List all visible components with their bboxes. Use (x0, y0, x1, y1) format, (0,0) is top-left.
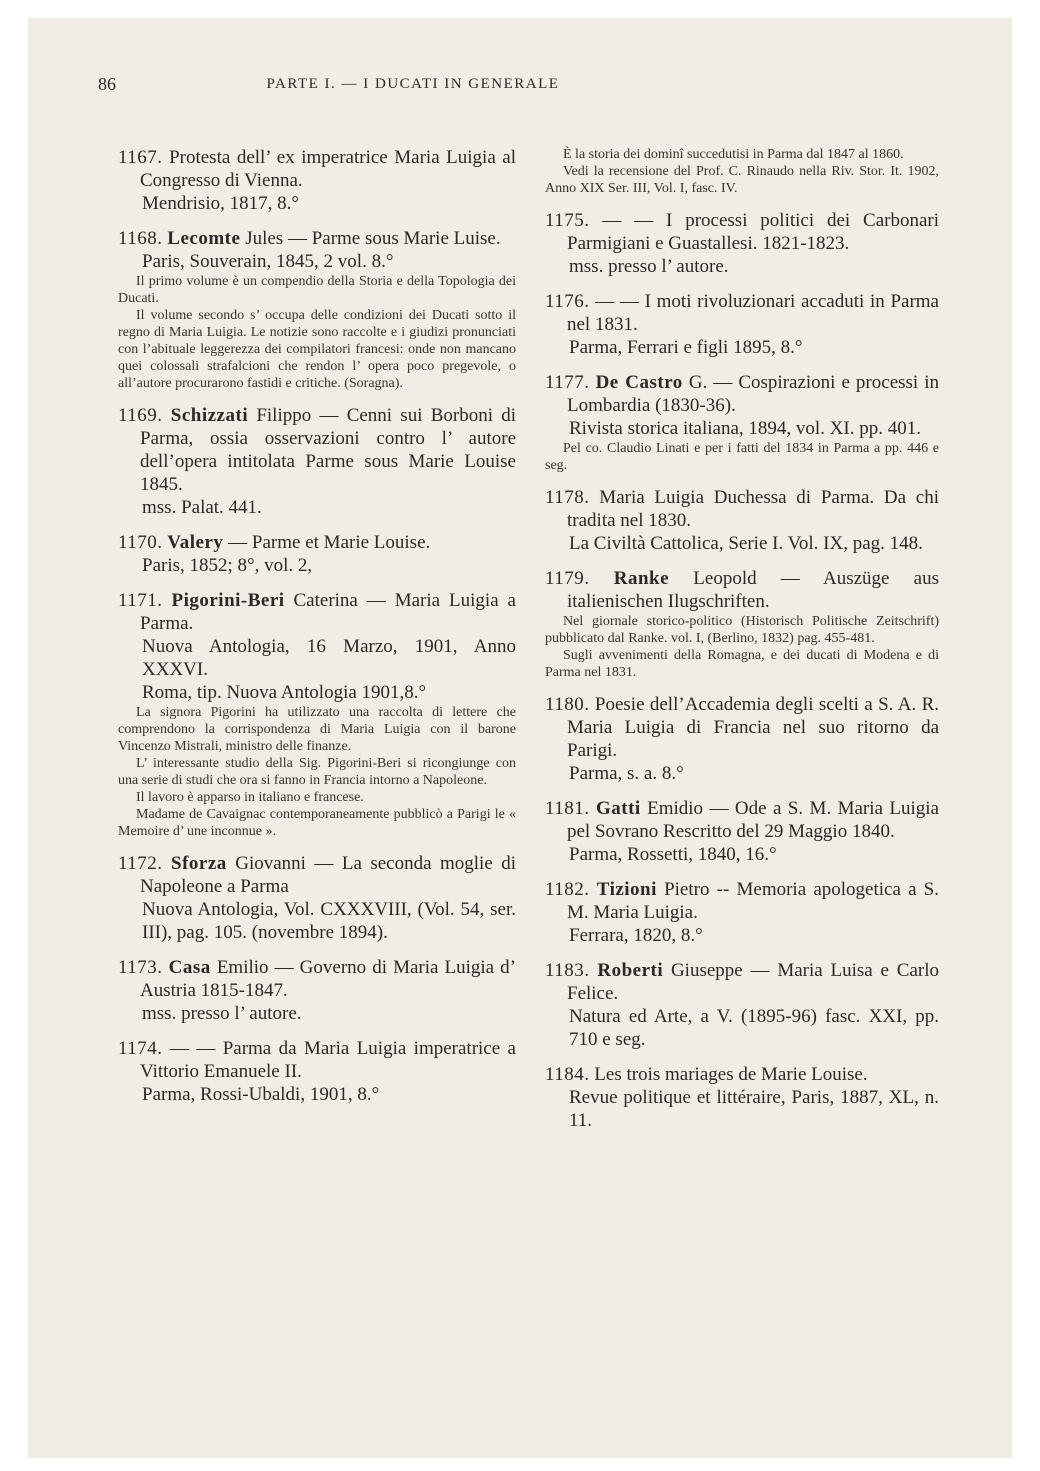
entry-title: Giuseppe — Maria Luisa e Carlo Felice. (567, 960, 940, 1004)
entry-title-line (545, 797, 939, 843)
entry-imprint: Parma, Ferrari e figli 1895, 8.° (569, 337, 803, 358)
note-paragraph: È la storia dei dominî succedutisi in Parma dal 1847 al 1860. (563, 147, 904, 162)
bib-entry (545, 797, 939, 866)
entry-imprint: Roma, tip. Nuova Antologia 1901,8.° (142, 682, 427, 703)
entry-title-line (118, 531, 516, 554)
bib-entry (545, 959, 939, 1051)
entry-note: L’ interessante studio della Sig. Pigorini-Beri si ricongiunge con una serie di studi che ora si fanno in Francia intorno a Napoleone. (118, 756, 516, 788)
entry-title-line (118, 852, 516, 898)
entry-note: La signora Pigorini ha utilizzato una raccolta di lettere che comprendono la corrispondenza di Maria Luigia con il barone Vincenzo Mistrali, ministro delle finanze. (118, 705, 516, 754)
entry-author: Sforza (171, 853, 227, 874)
page-number: 86 (98, 74, 116, 94)
note-paragraph: Vedi la recensione del Prof. C. Rinaudo nella Riv. Stor. It. 1902, Anno XIX Ser. III, Vol. I, fasc. IV. (545, 164, 939, 196)
bib-entry (118, 531, 516, 577)
entry-imprint: Natura ed Arte, a V. (1895-96) fasc. XXI, pp. 710 e seg. (569, 1006, 939, 1050)
entry-imprint: Parma, s. a. 8.° (569, 763, 684, 784)
right-column (545, 146, 939, 1144)
entry-number: 1181. (545, 798, 590, 819)
entry-imprint: Paris, Souverain, 1845, 2 vol. 8.° (142, 251, 394, 272)
running-head: PARTE I. — I DUCATI IN GENERALE (266, 76, 560, 92)
entry-note: Madame de Cavaignac contemporaneamente pubblicò a Parigi le « Memoire d’ une inconnue ». (118, 807, 516, 839)
entry-imprint: Rivista storica italiana, 1894, vol. XI. pp. 401. (569, 418, 921, 439)
entry-title-line (545, 209, 939, 255)
entry-imprint: Revue politique et littéraire, Paris, 1887, XL, n. 11. (569, 1087, 939, 1131)
bib-entry (118, 956, 516, 1025)
entry-imprint: Ferrara, 1820, 8.° (569, 925, 703, 946)
entry-number: 1183. (545, 960, 590, 981)
entry-number: 1179. (545, 568, 590, 589)
entry-imprint: Parma, Rossi-Ubaldi, 1901, 8.° (142, 1084, 380, 1105)
entry-author: Casa (168, 957, 211, 978)
entry-title-line (545, 486, 939, 532)
entry-title-line (545, 878, 939, 924)
entry-imprint: Nuova Antologia, 16 Marzo, 1901, Anno XXXVI. (142, 636, 516, 680)
entry-imprint: La Civiltà Cattolica, Serie I. Vol. IX, pag. 148. (569, 533, 923, 554)
entry-title-line (545, 959, 939, 1005)
entry-title: Emilio — Governo di Maria Luigia d’ Austria 1815-1847. (140, 957, 516, 1001)
bib-entry (118, 404, 516, 519)
entry-note: Sugli avvenimenti della Romagna, e dei ducati di Modena e di Parma nel 1831. (545, 648, 939, 680)
bib-entry (118, 1037, 516, 1106)
entry-number: 1175. (545, 210, 590, 231)
entry-imprint: mss. presso l’ autore. (569, 256, 729, 277)
entry-author: Schizzati (170, 405, 249, 426)
entry-imprint: Nuova Antologia, Vol. CXXXVIII, (Vol. 54, ser. III), pag. 105. (novembre 1894). (142, 899, 516, 943)
entry-number: 1171. (118, 590, 163, 611)
entry-title: Maria Luigia Duchessa di Parma. Da chi tradita nel 1830. (567, 487, 939, 531)
entry-title-line (545, 1063, 939, 1086)
entry-title-line (118, 1037, 516, 1083)
entry-number: 1180. (545, 694, 590, 715)
entry-number: 1173. (118, 957, 163, 978)
entry-imprint: Paris, 1852; 8°, vol. 2, (142, 555, 313, 576)
entry-title: Filippo — Cenni sui Borboni di Parma, ossia osservazioni contro l’ autore dell’opera intitolata Parme sous Marie Louise 1845. (140, 405, 516, 495)
entry-number: 1172. (118, 853, 163, 874)
entry-title: Giovanni — La seconda moglie di Napoleone a Parma (140, 853, 517, 897)
entry-author: Ranke (613, 568, 670, 589)
entry-note: Nel giornale storico-politico (Historisch Politische Zeitschrift) pubblicato dal Ranke. vol. I, (Berlino, 1832) pag. 455-481. (545, 614, 939, 646)
entry-title: Jules — Parme sous Marie Luise. (240, 228, 501, 249)
bib-entry (118, 852, 516, 944)
bib-entry (545, 371, 939, 474)
entry-title: Poesie dell’Accademia degli scelti a S. A. R. Maria Luigia di Francia nel suo ritorno da Parigi. (567, 694, 939, 761)
bib-entry (545, 878, 939, 947)
entry-title: Pietro -- Memoria apologetica a S. M. Maria Luigia. (567, 879, 939, 923)
entry-number: 1176. (545, 291, 590, 312)
entry-title: — — I processi politici dei Carbonari Parmigiani e Guastallesi. 1821-1823. (567, 210, 939, 254)
entry-note: Il volume secondo s’ occupa delle condizioni dei Ducati sotto il regno di Maria Luigia. Le notizie sono raccolte e i giudizi pronunciati con l’abituale leggerezza dei compilatori francesi: onde non mancano quei colossali strafalcioni che rendon l’ opera poco pregevole, o all’autore procurarono fastidi e critiche. (Soragna). (118, 308, 516, 391)
entry-author: Tizioni (596, 879, 657, 900)
entry-number: 1167. (118, 147, 163, 168)
entry-note: Il primo volume è un compendio della Storia e della Topologia dei Ducati. (118, 274, 516, 306)
entry-imprint: mss. Palat. 441. (142, 497, 262, 518)
entry-title: — — Parma da Maria Luigia imperatrice a Vittorio Emanuele II. (140, 1038, 516, 1082)
entry-author: Lecomte (167, 228, 241, 249)
entry-note: Pel co. Claudio Linati e per i fatti del 1834 in Parma a pp. 446 e seg. (545, 441, 939, 473)
entry-author: Gatti (595, 798, 641, 819)
bib-entry (545, 209, 939, 278)
entry-title: — Parme et Marie Louise. (223, 532, 431, 553)
entry-imprint: Mendrisio, 1817, 8.° (142, 193, 299, 214)
entry-title-line (118, 589, 516, 635)
bib-entry (545, 567, 939, 681)
entry-title: Les trois mariages de Marie Louise. (589, 1064, 868, 1085)
bib-entry (118, 589, 516, 840)
entry-title: — — I moti rivoluzionari accaduti in Parma nel 1831. (567, 291, 939, 335)
entry-title-line (118, 146, 516, 192)
entry-title: Caterina — Maria Luigia a Parma. (140, 590, 516, 634)
entry-title: Emidio — Ode a S. M. Maria Luigia pel Sovrano Rescritto del 29 Maggio 1840. (567, 798, 939, 842)
bib-entry (545, 290, 939, 359)
bib-entry (118, 227, 516, 392)
entry-title: Protesta dell’ ex imperatrice Maria Luigia al Congresso di Vienna. (140, 147, 516, 191)
entry-number: 1174. (118, 1038, 163, 1059)
entry-number: 1170. (118, 532, 163, 553)
entry-title: Leopold — Auszüge aus italienischen Ilugschriften. (567, 568, 940, 612)
entry-title-line (118, 404, 516, 496)
bib-entry (545, 1063, 939, 1132)
entry-author: De Castro (595, 372, 683, 393)
entry-title-line (118, 956, 516, 1002)
left-column (118, 146, 516, 1118)
entry-number: 1169. (118, 405, 163, 426)
continued-note (545, 146, 939, 197)
entry-number: 1182. (545, 879, 590, 900)
entry-title-line (545, 290, 939, 336)
entry-title-line (545, 567, 939, 613)
bib-entry (118, 146, 516, 215)
entry-imprint: Parma, Rossetti, 1840, 16.° (569, 844, 777, 865)
entry-title-line (118, 227, 516, 250)
entry-title-line (545, 693, 939, 762)
entry-title-line (545, 371, 939, 417)
bib-entry (545, 693, 939, 785)
entry-title: G. — Cospirazioni e processi in Lombardia (1830-36). (567, 372, 940, 416)
entry-author: Pigorini-Beri (171, 590, 285, 611)
bib-entry (545, 486, 939, 555)
entry-number: 1184. (545, 1064, 590, 1085)
entry-imprint: mss. presso l’ autore. (142, 1003, 302, 1024)
entry-author: Roberti (597, 960, 664, 981)
entry-note: Il lavoro è apparso in italiano e francese. (136, 790, 364, 805)
entry-author: Valery (167, 532, 224, 553)
entry-number: 1178. (545, 487, 590, 508)
entry-number: 1177. (545, 372, 590, 393)
entry-number: 1168. (118, 228, 163, 249)
page-header (98, 74, 728, 104)
